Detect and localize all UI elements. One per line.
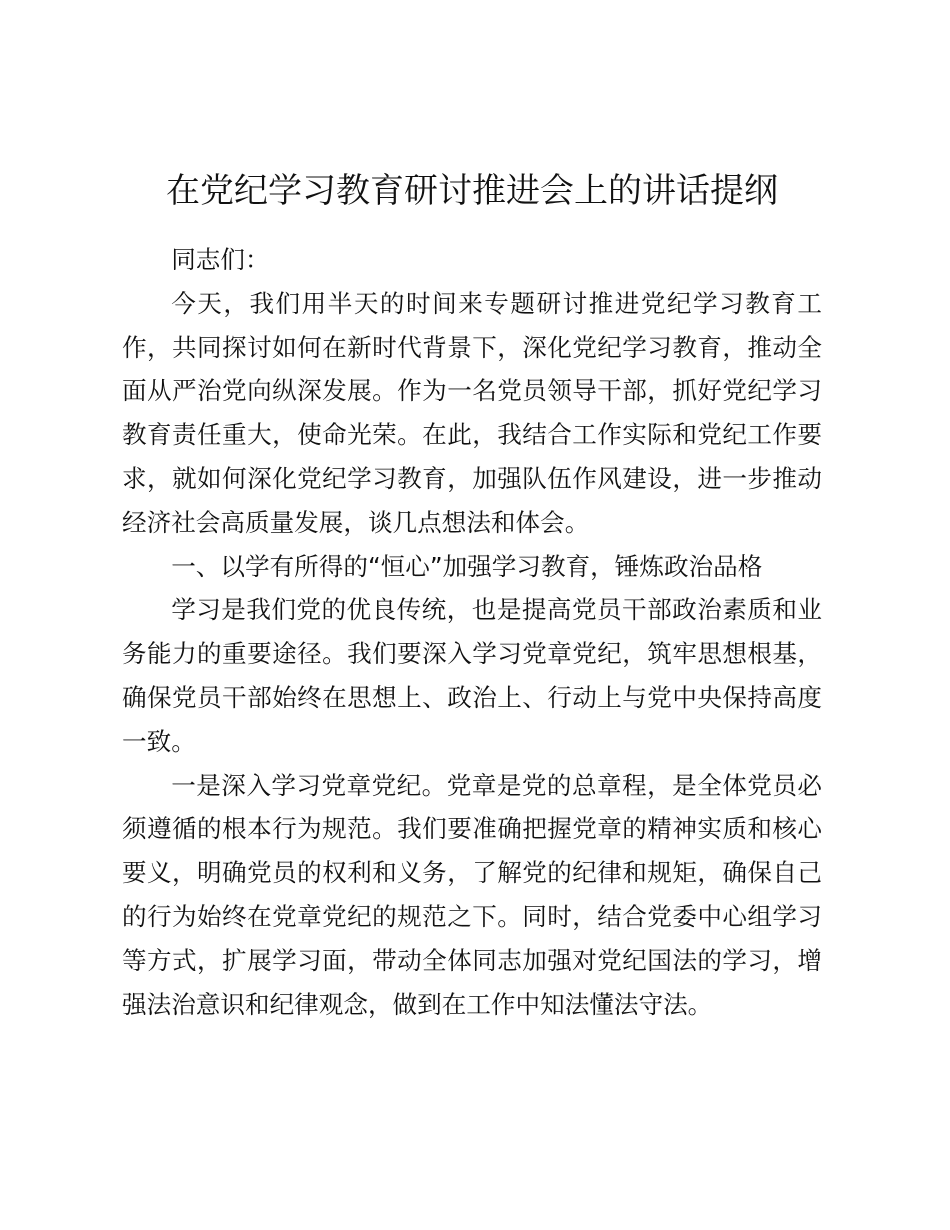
section-heading-1: 一、以学有所得的“恒心”加强学习教育，锤炼政治品格 [171,551,763,581]
salutation: 同志们： [171,245,270,274]
intro-paragraph: 今天，我们用半天的时间来专题研讨推进党纪学习教育工作，共同探讨如何在新时代背景下，深化党纪学习教育，推动全面从严治党向纵深发展。作为一名党员领导干部，抓好党纪学习教育责任重大，使命光荣。在此，我结合工作实际和党纪工作要求，就如何深化党纪学习教育，加强队伍作风建设，进一步推动经济社会高质量发展，谈几点想法和体会。 [122,288,822,537]
document-title: 在党纪学习教育研讨推进会上的讲话提纲 [166,171,778,211]
subsection-1-paragraph: 一是深入学习党章党纪。党章是党的总章程，是全体党员必须遵循的根本行为规范。我们要准确把握党章的精神实质和核心要义，明确党员的权利和义务，了解党的纪律和规矩，确保自己的行为始终在党章党纪的规范之下。同时，结合党委中心组学习等方式，扩展学习面，带动全体同志加强对党纪国法的学习，增强法治意识和纪律观念，做到在工作中知法懂法守法。 [122,770,822,1019]
document-body [122,164,822,1026]
section-1-paragraph: 学习是我们党的优良传统，也是提高党员干部政治素质和业务能力的重要途径。我们要深入学习党章党纪，筑牢思想根基，确保党员干部始终在思想上、政治上、行动上与党中央保持高度一致。 [122,595,822,756]
